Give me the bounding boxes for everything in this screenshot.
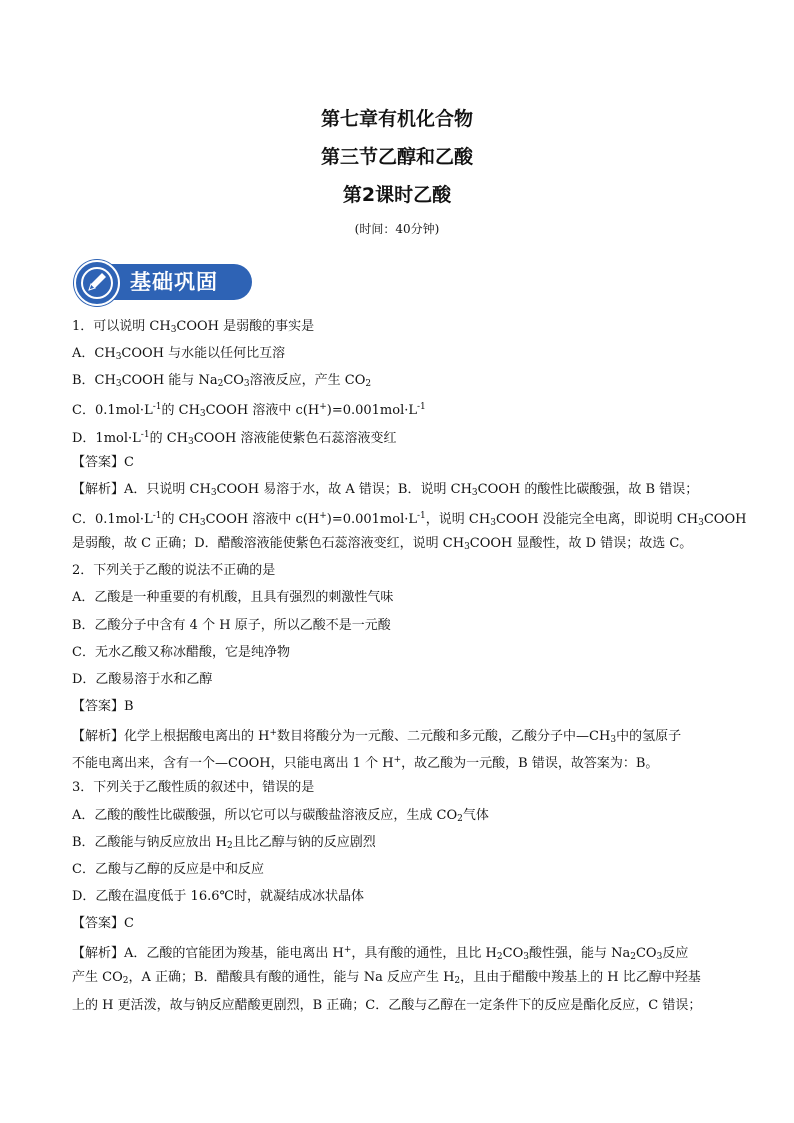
text-run: COOH 溶液能使紫色石蕊溶液变红	[193, 430, 397, 446]
pencil-icon	[74, 260, 120, 306]
subscript: 3	[199, 517, 206, 528]
time-note: (时间：40分钟)	[354, 222, 440, 236]
text-line	[72, 937, 722, 964]
text-run: COOH 的酸性比碳酸强，故 B 错误；	[477, 481, 699, 497]
text-run: B．CH	[72, 373, 116, 389]
superscript: -1	[152, 510, 162, 521]
subscript: 3	[115, 379, 122, 390]
text-run: 的 CH	[161, 403, 200, 419]
subscript: 3	[115, 352, 122, 363]
text-line	[72, 394, 722, 421]
text-line	[72, 476, 722, 503]
text-run: COOH 易溶于水，故 A 错误；B．说明 CH	[216, 481, 472, 497]
text-line	[72, 910, 722, 937]
text-line	[72, 367, 722, 394]
text-run: CO	[223, 373, 244, 389]
text-line	[72, 530, 722, 557]
text-run: COOH 与水能以任何比互溶	[121, 346, 286, 362]
text-run: A．CH	[72, 346, 116, 362]
text-line	[72, 964, 722, 991]
text-run: 且比乙醇与钠的反应剧烈	[232, 834, 376, 850]
text-line	[72, 829, 722, 856]
superscript: +	[393, 755, 402, 766]
subscript: 2	[630, 952, 636, 963]
text-run: A．乙酸是一种重要的有机酸，且具有强烈的刺激性气味	[72, 590, 394, 606]
text-line	[72, 557, 722, 584]
text-run: 数目将酸分为一元酸、二元酸和多元酸，乙酸分子中—CH	[277, 729, 611, 745]
text-run: 酸性强，能与 Na	[528, 946, 631, 962]
text-run: B．乙酸能与钠反应放出 H	[72, 834, 228, 850]
text-line	[72, 503, 747, 530]
subscript: 2	[217, 379, 224, 390]
text-run: 中的氢原子	[616, 729, 682, 745]
text-line	[72, 747, 722, 774]
text-run: B．乙酸分子中含有 4 个 H 原子，所以乙酸不是一元酸	[72, 617, 391, 633]
subscript: 3	[471, 487, 478, 498]
text-line	[72, 422, 722, 449]
subscript: 3	[187, 436, 194, 447]
text-run: 的 CH	[149, 430, 188, 446]
pencil-icon-graphic	[76, 262, 118, 304]
subscript: 3	[243, 379, 250, 390]
superscript: -1	[417, 402, 426, 413]
text-run: 【答案】C	[72, 454, 134, 470]
text-run: 上的 H 更活泼，故与钠反应醋酸更剧烈，B 正确；C．乙酸与乙醇在一定条件下的反应是酯化反应，C 错误；	[72, 997, 702, 1013]
text-line	[72, 639, 722, 666]
text-run: 【答案】B	[72, 698, 134, 714]
text-run: 【解析】A．乙酸的官能团为羧基，能电离出 H	[72, 946, 344, 962]
chapter-title: 第七章有机化合物	[320, 108, 473, 130]
text-line	[72, 774, 722, 801]
text-line	[72, 856, 722, 883]
text-run: C．无水乙酸又称冰醋酸，它是纯净物	[72, 644, 290, 660]
subscript: 3	[210, 487, 217, 498]
text-run: CO	[635, 946, 657, 962]
text-line	[72, 720, 722, 747]
text-run: COOH 是弱酸的事实是	[176, 319, 315, 334]
text-run: ，且由于醋酸中羧基上的 H 比乙醇中羟基	[460, 970, 701, 986]
text-run: CO	[502, 946, 524, 962]
superscript: +	[269, 728, 278, 739]
text-run: 反应	[662, 946, 689, 962]
superscript: -1	[140, 429, 150, 440]
text-run: COOH 能与 Na	[121, 373, 218, 389]
question-content	[72, 313, 747, 1019]
text-line	[72, 340, 722, 367]
text-run: ，故乙酸为一元酸，B 错误，故答案为：B。	[401, 756, 659, 772]
subscript: 3	[490, 517, 496, 528]
text-run: D．乙酸在温度低于 16.6℃时，就凝结成冰状晶体	[72, 888, 365, 904]
subscript: 3	[523, 952, 529, 963]
text-run: 的 CH	[161, 511, 200, 527]
text-run: COOH 没能完全电离，即说明 CH	[495, 511, 699, 527]
text-run: COOH 溶液中 c(H	[205, 403, 320, 419]
text-run: 【答案】C	[72, 916, 134, 932]
text-run: )=0.001mol·L	[326, 403, 418, 419]
text-run: D．1mol·L	[72, 430, 141, 446]
subscript: 3	[464, 542, 470, 553]
subscript: 2	[122, 976, 129, 987]
text-run: 溶液反应，产生 CO	[249, 373, 366, 389]
title-block	[0, 100, 794, 237]
text-line	[72, 449, 722, 476]
text-run: C．乙酸与乙醇的反应是中和反应	[72, 861, 264, 877]
text-line	[72, 612, 722, 639]
lesson-title: 第2课时乙酸	[342, 184, 452, 206]
text-run: ，具有酸的通性，且比 H	[351, 946, 497, 962]
text-run: COOH	[703, 511, 747, 527]
text-run: COOH 显酸性，故 D 错误；故选 C。	[469, 536, 693, 552]
text-run: 【解析】A．只说明 CH	[72, 481, 211, 497]
superscript: -1	[152, 402, 162, 413]
subscript: 2	[457, 813, 463, 824]
text-line	[72, 883, 722, 910]
text-run: A．乙酸的酸性比碳酸强，所以它可以与碳酸盐溶液反应，生成 CO	[72, 807, 458, 823]
subscript: 3	[170, 325, 177, 335]
superscript: +	[319, 402, 327, 413]
text-run: D．乙酸易溶于水和乙醇	[72, 671, 213, 687]
text-line	[72, 584, 722, 611]
text-run: C．0.1mol·L	[72, 403, 153, 419]
text-run: 【解析】化学上根据酸电离出的 H	[72, 729, 270, 745]
subscript: 3	[610, 735, 617, 746]
text-run: 是弱酸，故 C 正确；D．醋酸溶液能使紫色石蕊溶液变红，说明 CH	[72, 536, 465, 552]
text-run: 气体	[462, 807, 489, 823]
text-line	[72, 693, 722, 720]
superscript: +	[319, 510, 327, 521]
subscript: 2	[454, 976, 461, 987]
section-banner	[74, 260, 252, 306]
section-title: 第三节乙醇和乙酸	[320, 146, 473, 168]
subscript: 3	[199, 409, 206, 420]
subscript: 2	[227, 840, 233, 851]
text-run: 产生 CO	[72, 970, 123, 986]
text-line	[72, 666, 722, 693]
subscript: 3	[656, 952, 663, 963]
text-run: ，A 正确；B．醋酸具有酸的通性，能与 Na 反应产生 H	[128, 970, 455, 986]
text-line	[72, 992, 722, 1019]
superscript: +	[343, 945, 352, 956]
subscript: 2	[496, 952, 503, 963]
text-run: 2．下列关于乙酸的说法不正确的是	[72, 563, 276, 579]
text-run: 不能电离出来，含有一个—COOH，只能电离出 1 个 H	[72, 756, 394, 772]
text-line	[72, 313, 722, 340]
superscript: -1	[417, 510, 426, 521]
text-run: 3．下列关于乙酸性质的叙述中，错误的是	[72, 780, 315, 796]
text-run: 1．可以说明 CH	[72, 319, 171, 334]
text-run: ，说明 CH	[425, 511, 491, 527]
banner-label: 基础巩固	[130, 270, 218, 294]
text-run: )=0.001mol·L	[326, 511, 418, 527]
text-line	[72, 802, 722, 829]
subscript: 2	[365, 379, 372, 390]
text-run: COOH 溶液中 c(H	[205, 511, 320, 527]
subscript: 3	[698, 517, 704, 528]
text-run: C．0.1mol·L	[72, 511, 153, 527]
